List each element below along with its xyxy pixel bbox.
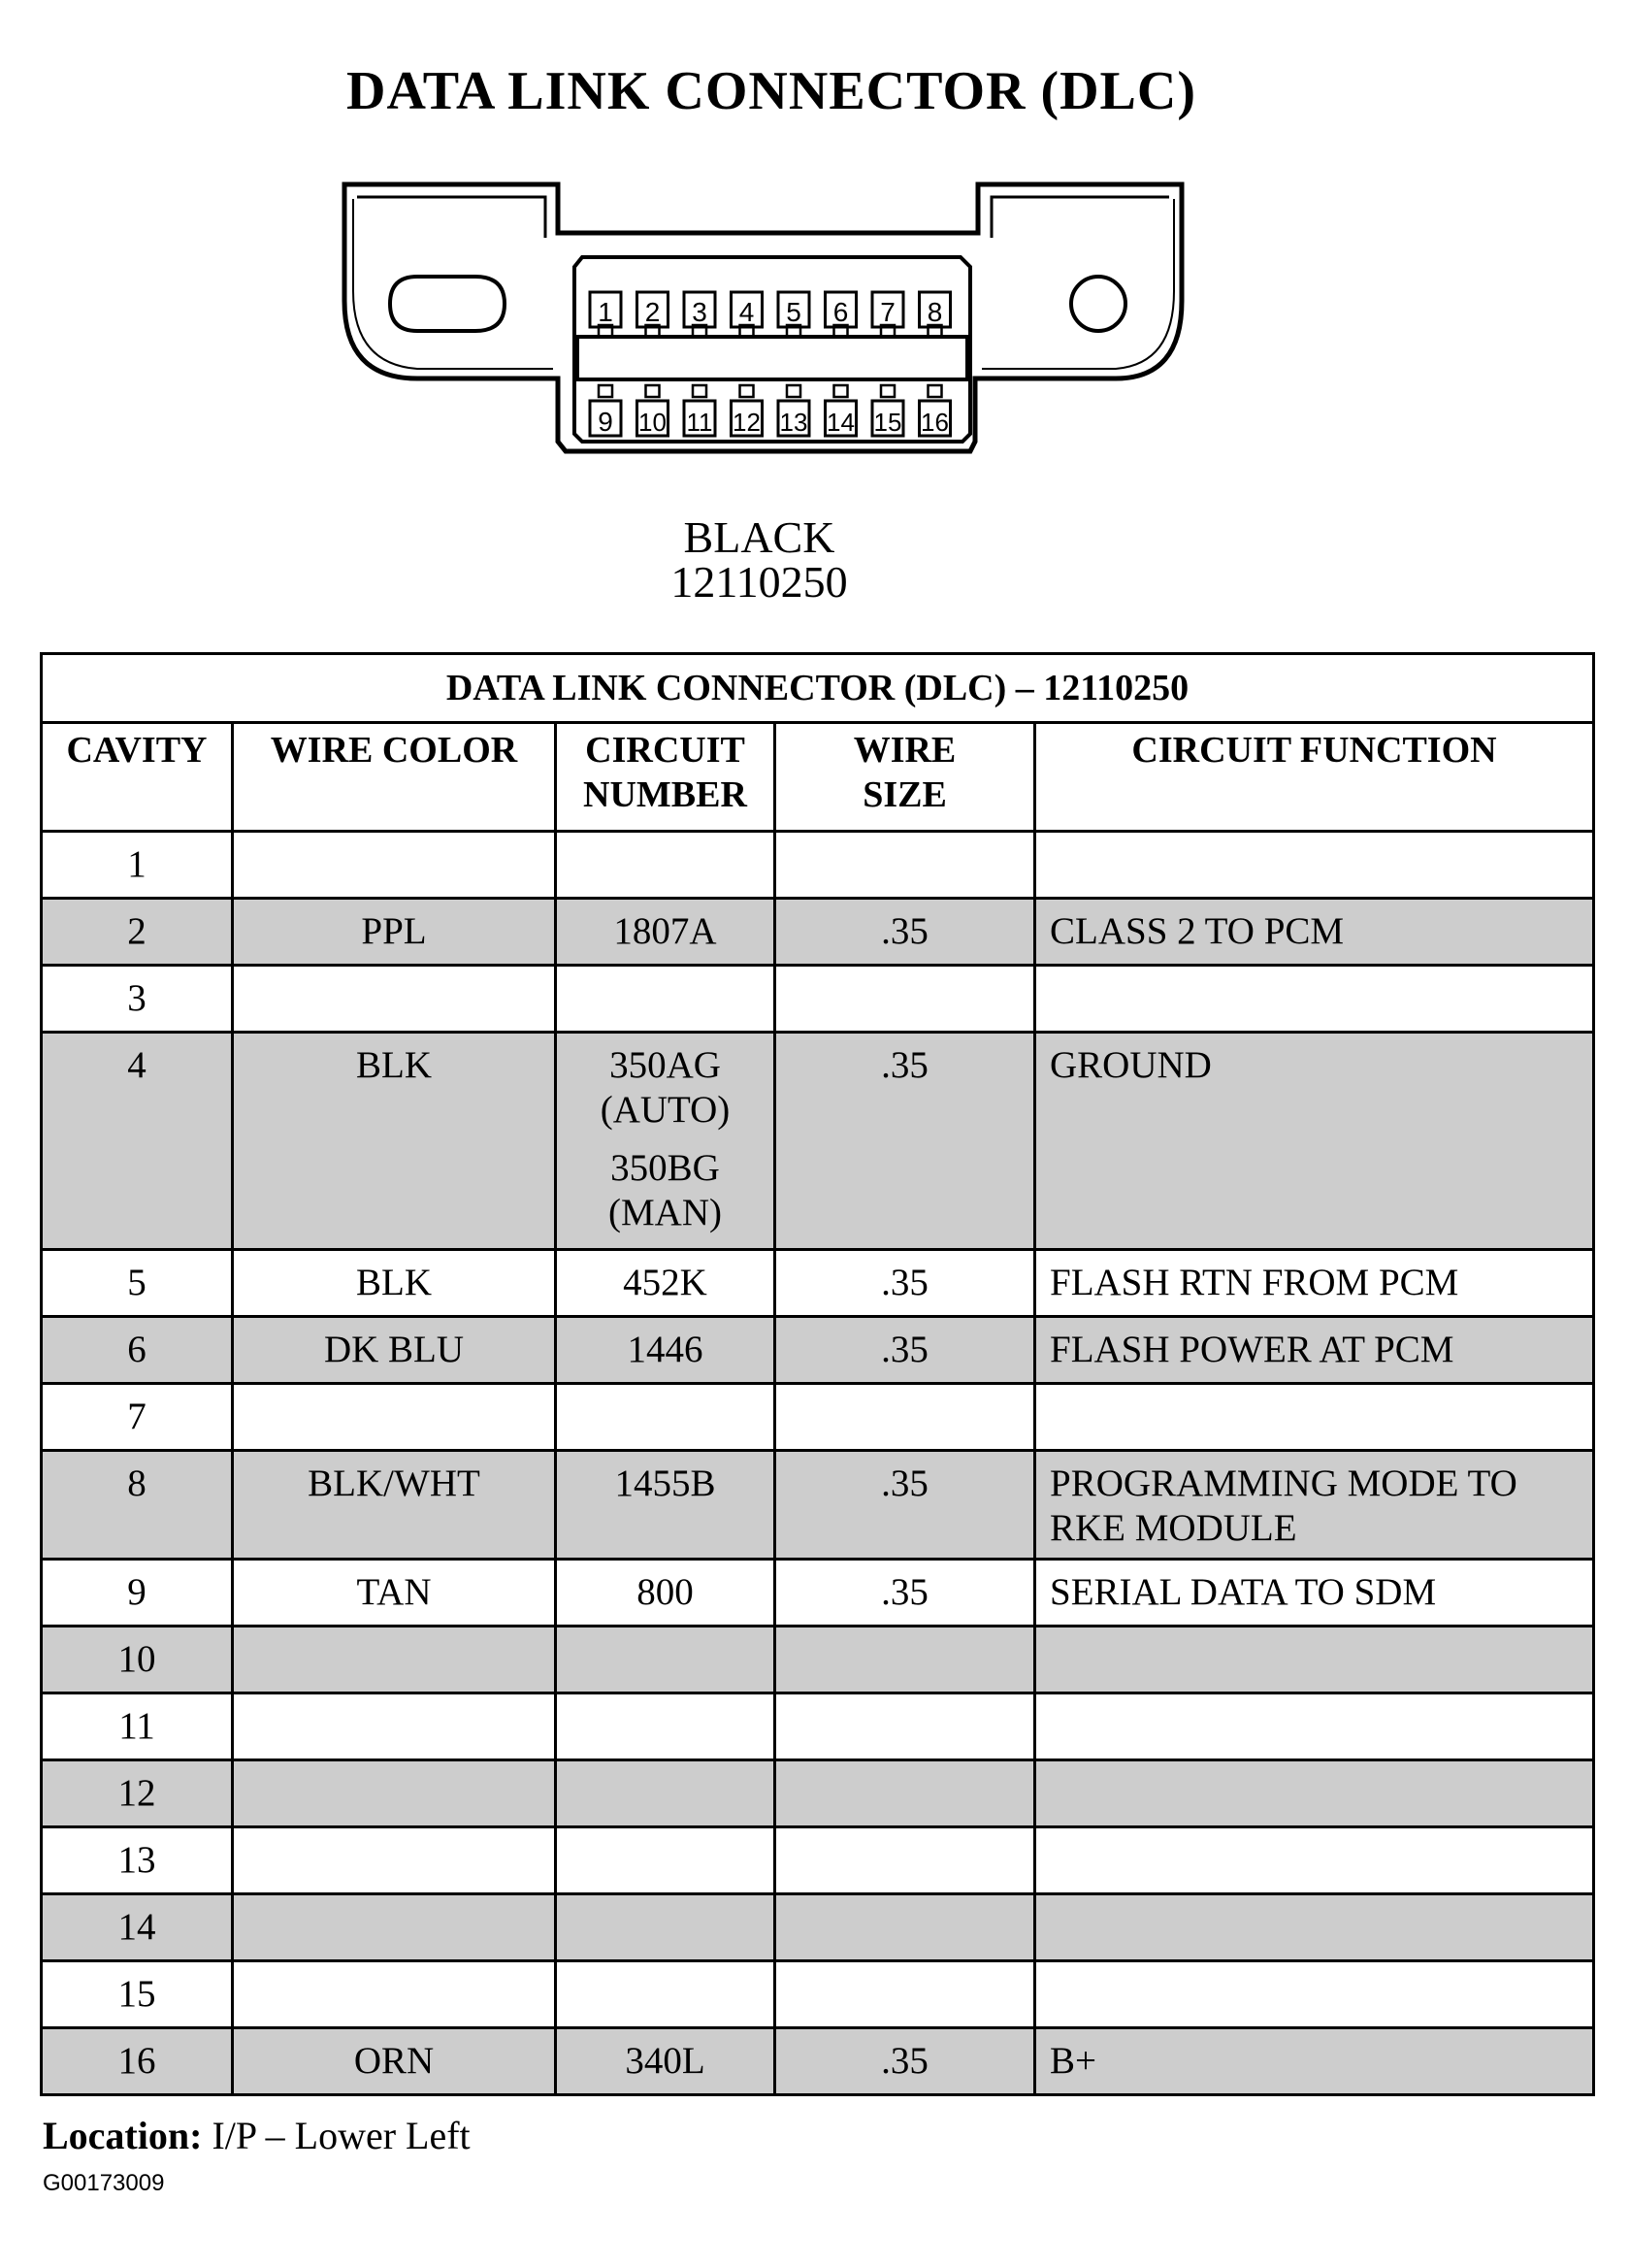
- wire-color-cell: [233, 1961, 556, 2028]
- wire-color-cell: [233, 1451, 556, 1560]
- wire-color-cell: [233, 899, 556, 966]
- pin-number-label: 16: [921, 408, 949, 437]
- wire-size-cell: [775, 1451, 1035, 1560]
- cavity-value: 6: [127, 1329, 147, 1370]
- wire-size-cell: [775, 1250, 1035, 1317]
- cavity-value: 1: [127, 843, 147, 885]
- header-wire-color: WIRE COLOR: [233, 723, 556, 832]
- circuit-number-cell: [556, 2028, 775, 2095]
- header-wire-size-line2: SIZE: [863, 774, 947, 815]
- pin-number-label: 4: [738, 297, 755, 327]
- page-title: DATA LINK CONNECTOR (DLC): [346, 61, 1196, 121]
- wire-color-cell: [233, 1560, 556, 1627]
- wire-size-value: .35: [881, 910, 929, 952]
- cavity-cell: [42, 1760, 233, 1827]
- circuit-number-value: 800: [636, 1571, 694, 1613]
- wire-color-value: BLK/WHT: [308, 1463, 480, 1504]
- cavity-value: 9: [127, 1571, 147, 1613]
- cavity-cell: [42, 966, 233, 1033]
- connector-diagram: [340, 180, 1203, 471]
- wire-color-value: BLK: [356, 1044, 432, 1086]
- circuit-number-value: 350AG: [609, 1044, 721, 1086]
- connector-part-number: 12110250: [670, 557, 848, 607]
- circuit-function-cell: [1035, 1384, 1594, 1451]
- cavity-value: 16: [117, 2040, 156, 2082]
- wire-size-value: .35: [881, 1044, 929, 1086]
- circuit-function-value: PROGRAMMING MODE TO: [1050, 1463, 1517, 1504]
- header-circuit-number: [556, 723, 775, 832]
- header-circuit-number-line1: CIRCUIT: [585, 730, 745, 771]
- wire-size-cell: [775, 1560, 1035, 1627]
- circuit-function-cell: [1035, 1250, 1594, 1317]
- cavity-value: 2: [127, 910, 147, 952]
- header-cavity: CAVITY: [42, 723, 233, 832]
- pin-number-label: 6: [832, 297, 849, 327]
- circuit-function-value: FLASH POWER AT PCM: [1050, 1329, 1454, 1370]
- wire-size-cell: [775, 832, 1035, 899]
- pin-terminal: [646, 385, 660, 397]
- mounting-slot-left: [390, 277, 505, 331]
- wire-color-cell: [233, 832, 556, 899]
- circuit-function-cell: [1035, 1894, 1594, 1961]
- mounting-hole-right: [1071, 277, 1125, 331]
- wire-size-value: .35: [881, 1329, 929, 1370]
- wire-color-cell: [233, 1250, 556, 1317]
- cavity-cell: [42, 1827, 233, 1894]
- circuit-function-value: GROUND: [1050, 1044, 1212, 1086]
- wire-size-cell: [775, 1693, 1035, 1760]
- wire-color-cell: [233, 1760, 556, 1827]
- pin-number-label: 11: [686, 408, 713, 437]
- pin-number-label: 8: [927, 297, 943, 327]
- wire-size-cell: [775, 966, 1035, 1033]
- cavity-cell: [42, 899, 233, 966]
- wire-size-value: .35: [881, 1571, 929, 1613]
- circuit-number-cell: [556, 1033, 775, 1250]
- wire-size-cell: [775, 1317, 1035, 1384]
- circuit-number-cell: [556, 1693, 775, 1760]
- circuit-number-cell: [556, 1827, 775, 1894]
- circuit-number-alt-note: (MAN): [608, 1192, 722, 1233]
- cavity-value: 4: [127, 1044, 147, 1086]
- header-wire-size-line1: WIRE: [853, 730, 957, 771]
- cavity-cell: [42, 1317, 233, 1384]
- circuit-number-cell: [556, 1250, 775, 1317]
- table-row: [42, 2028, 1594, 2095]
- circuit-function-cell: [1035, 1827, 1594, 1894]
- circuit-function-value: B+: [1050, 2040, 1097, 2082]
- circuit-number-cell: [556, 1451, 775, 1560]
- pin-number-label: 15: [873, 408, 902, 437]
- table-row: [42, 1317, 1594, 1384]
- circuit-function-cell: [1035, 1451, 1594, 1560]
- circuit-function-value-line2: RKE MODULE: [1050, 1507, 1297, 1549]
- table-row: [42, 1033, 1594, 1250]
- wire-color-value: PPL: [361, 910, 427, 952]
- pin-number-label: 10: [638, 408, 667, 437]
- circuit-number-cell: [556, 1560, 775, 1627]
- wire-color-cell: [233, 1033, 556, 1250]
- pinout-table: [40, 652, 1595, 2096]
- circuit-number-value: 1455B: [614, 1463, 716, 1504]
- pin-number-label: 13: [779, 408, 808, 437]
- wire-size-cell: [775, 1827, 1035, 1894]
- cavity-value: 3: [127, 977, 147, 1019]
- pin-terminal: [881, 385, 895, 397]
- circuit-number-note: (AUTO): [600, 1089, 731, 1131]
- wire-size-cell: [775, 2028, 1035, 2095]
- circuit-function-cell: [1035, 1560, 1594, 1627]
- cavity-cell: [42, 1033, 233, 1250]
- cavity-value: 5: [127, 1262, 147, 1303]
- pin-number-label: 1: [598, 297, 613, 327]
- table-row: [42, 1693, 1594, 1760]
- cavity-cell: [42, 1250, 233, 1317]
- wire-color-cell: [233, 1317, 556, 1384]
- connector-color: BLACK: [683, 512, 835, 562]
- circuit-function-cell: [1035, 832, 1594, 899]
- pin-number-label: 9: [598, 407, 613, 437]
- wire-size-cell: [775, 899, 1035, 966]
- pin-number-label: 2: [644, 297, 661, 327]
- wire-size-cell: [775, 1760, 1035, 1827]
- circuit-number-cell: [556, 1894, 775, 1961]
- wire-color-cell: [233, 1693, 556, 1760]
- table-row: [42, 1894, 1594, 1961]
- cavity-cell: [42, 1627, 233, 1693]
- circuit-number-cell: [556, 832, 775, 899]
- wire-size-cell: [775, 1384, 1035, 1451]
- wire-size-value: .35: [881, 1463, 929, 1504]
- circuit-function-cell: [1035, 1693, 1594, 1760]
- circuit-number-value: 1807A: [613, 910, 717, 952]
- table-row: [42, 1827, 1594, 1894]
- cavity-cell: [42, 1693, 233, 1760]
- cavity-value: 13: [117, 1839, 156, 1881]
- wire-color-cell: [233, 1627, 556, 1693]
- figure-id: G00173009: [43, 2170, 165, 2196]
- circuit-number-cell: [556, 1317, 775, 1384]
- pin-terminal: [834, 385, 848, 397]
- circuit-function-cell: [1035, 1033, 1594, 1250]
- cavity-value: 15: [117, 1973, 156, 2015]
- wire-color-cell: [233, 1384, 556, 1451]
- table-row: [42, 1250, 1594, 1317]
- wire-size-cell: [775, 1627, 1035, 1693]
- cavity-value: 14: [117, 1906, 156, 1948]
- header-circuit-number-line2: NUMBER: [583, 774, 747, 815]
- circuit-number-cell: [556, 1760, 775, 1827]
- circuit-number-alt: 350BG: [610, 1147, 720, 1189]
- pin-number-label: 7: [880, 297, 896, 327]
- circuit-function-cell: [1035, 966, 1594, 1033]
- cavity-value: 8: [127, 1463, 147, 1504]
- circuit-function-cell: [1035, 2028, 1594, 2095]
- circuit-number-value: 1446: [627, 1329, 703, 1370]
- location-note: [43, 2113, 471, 2158]
- circuit-function-cell: [1035, 1760, 1594, 1827]
- pin-terminal: [740, 385, 754, 397]
- location-label: Location:: [43, 2114, 203, 2157]
- wire-color-value: DK BLU: [323, 1329, 465, 1370]
- wire-size-value: .35: [881, 1262, 929, 1303]
- cavity-cell: [42, 832, 233, 899]
- table-row: [42, 966, 1594, 1033]
- wire-color-cell: [233, 966, 556, 1033]
- pin-number-label: 14: [827, 408, 855, 437]
- wire-color-value: BLK: [356, 1262, 432, 1303]
- circuit-function-value: SERIAL DATA TO SDM: [1050, 1571, 1437, 1613]
- circuit-function-cell: [1035, 1627, 1594, 1693]
- circuit-function-cell: [1035, 1961, 1594, 2028]
- cavity-value: 11: [118, 1705, 155, 1747]
- circuit-number-value: 452K: [623, 1262, 707, 1303]
- header-circuit-function: CIRCUIT FUNCTION: [1035, 723, 1594, 832]
- table-row: [42, 1384, 1594, 1451]
- circuit-number-cell: [556, 899, 775, 966]
- table-row: [42, 1627, 1594, 1693]
- pin-number-label: 12: [733, 408, 761, 437]
- header-wire-size: [775, 723, 1035, 832]
- cavity-value: 7: [127, 1396, 147, 1437]
- location-value: I/P – Lower Left: [212, 2114, 471, 2157]
- wire-color-cell: [233, 2028, 556, 2095]
- circuit-number-cell: [556, 966, 775, 1033]
- table-row: [42, 1560, 1594, 1627]
- wire-size-cell: [775, 1961, 1035, 2028]
- circuit-number-value: 340L: [625, 2040, 705, 2082]
- pin-terminal: [599, 385, 612, 397]
- cavity-value: 12: [117, 1772, 156, 1814]
- cavity-cell: [42, 1384, 233, 1451]
- pin-terminal: [787, 385, 800, 397]
- wire-color-value: ORN: [353, 2040, 435, 2082]
- circuit-number-cell: [556, 1961, 775, 2028]
- cavity-value: 10: [117, 1638, 156, 1680]
- circuit-function-cell: [1035, 1317, 1594, 1384]
- wire-size-cell: [775, 1894, 1035, 1961]
- wire-size-value: .35: [881, 2040, 929, 2082]
- circuit-function-value: CLASS 2 TO PCM: [1050, 910, 1345, 952]
- cavity-cell: [42, 1894, 233, 1961]
- pin-terminal: [693, 385, 706, 397]
- wire-color-cell: [233, 1894, 556, 1961]
- cavity-cell: [42, 1451, 233, 1560]
- pin-number-label: 3: [692, 297, 707, 327]
- wire-color-cell: [233, 1827, 556, 1894]
- table-row: [42, 899, 1594, 966]
- table-caption: DATA LINK CONNECTOR (DLC) – 12110250: [42, 654, 1594, 723]
- pin-terminal: [929, 385, 942, 397]
- circuit-function-value: FLASH RTN FROM PCM: [1050, 1262, 1459, 1303]
- cavity-cell: [42, 1560, 233, 1627]
- circuit-function-cell: [1035, 899, 1594, 966]
- circuit-number-cell: [556, 1627, 775, 1693]
- table-row: [42, 1760, 1594, 1827]
- table-row: [42, 1451, 1594, 1560]
- table-row: [42, 1961, 1594, 2028]
- circuit-number-cell: [556, 1384, 775, 1451]
- cavity-cell: [42, 2028, 233, 2095]
- wire-size-cell: [775, 1033, 1035, 1250]
- cavity-cell: [42, 1961, 233, 2028]
- pin-number-label: 5: [786, 297, 801, 327]
- table-row: [42, 832, 1594, 899]
- wire-color-value: TAN: [356, 1571, 432, 1613]
